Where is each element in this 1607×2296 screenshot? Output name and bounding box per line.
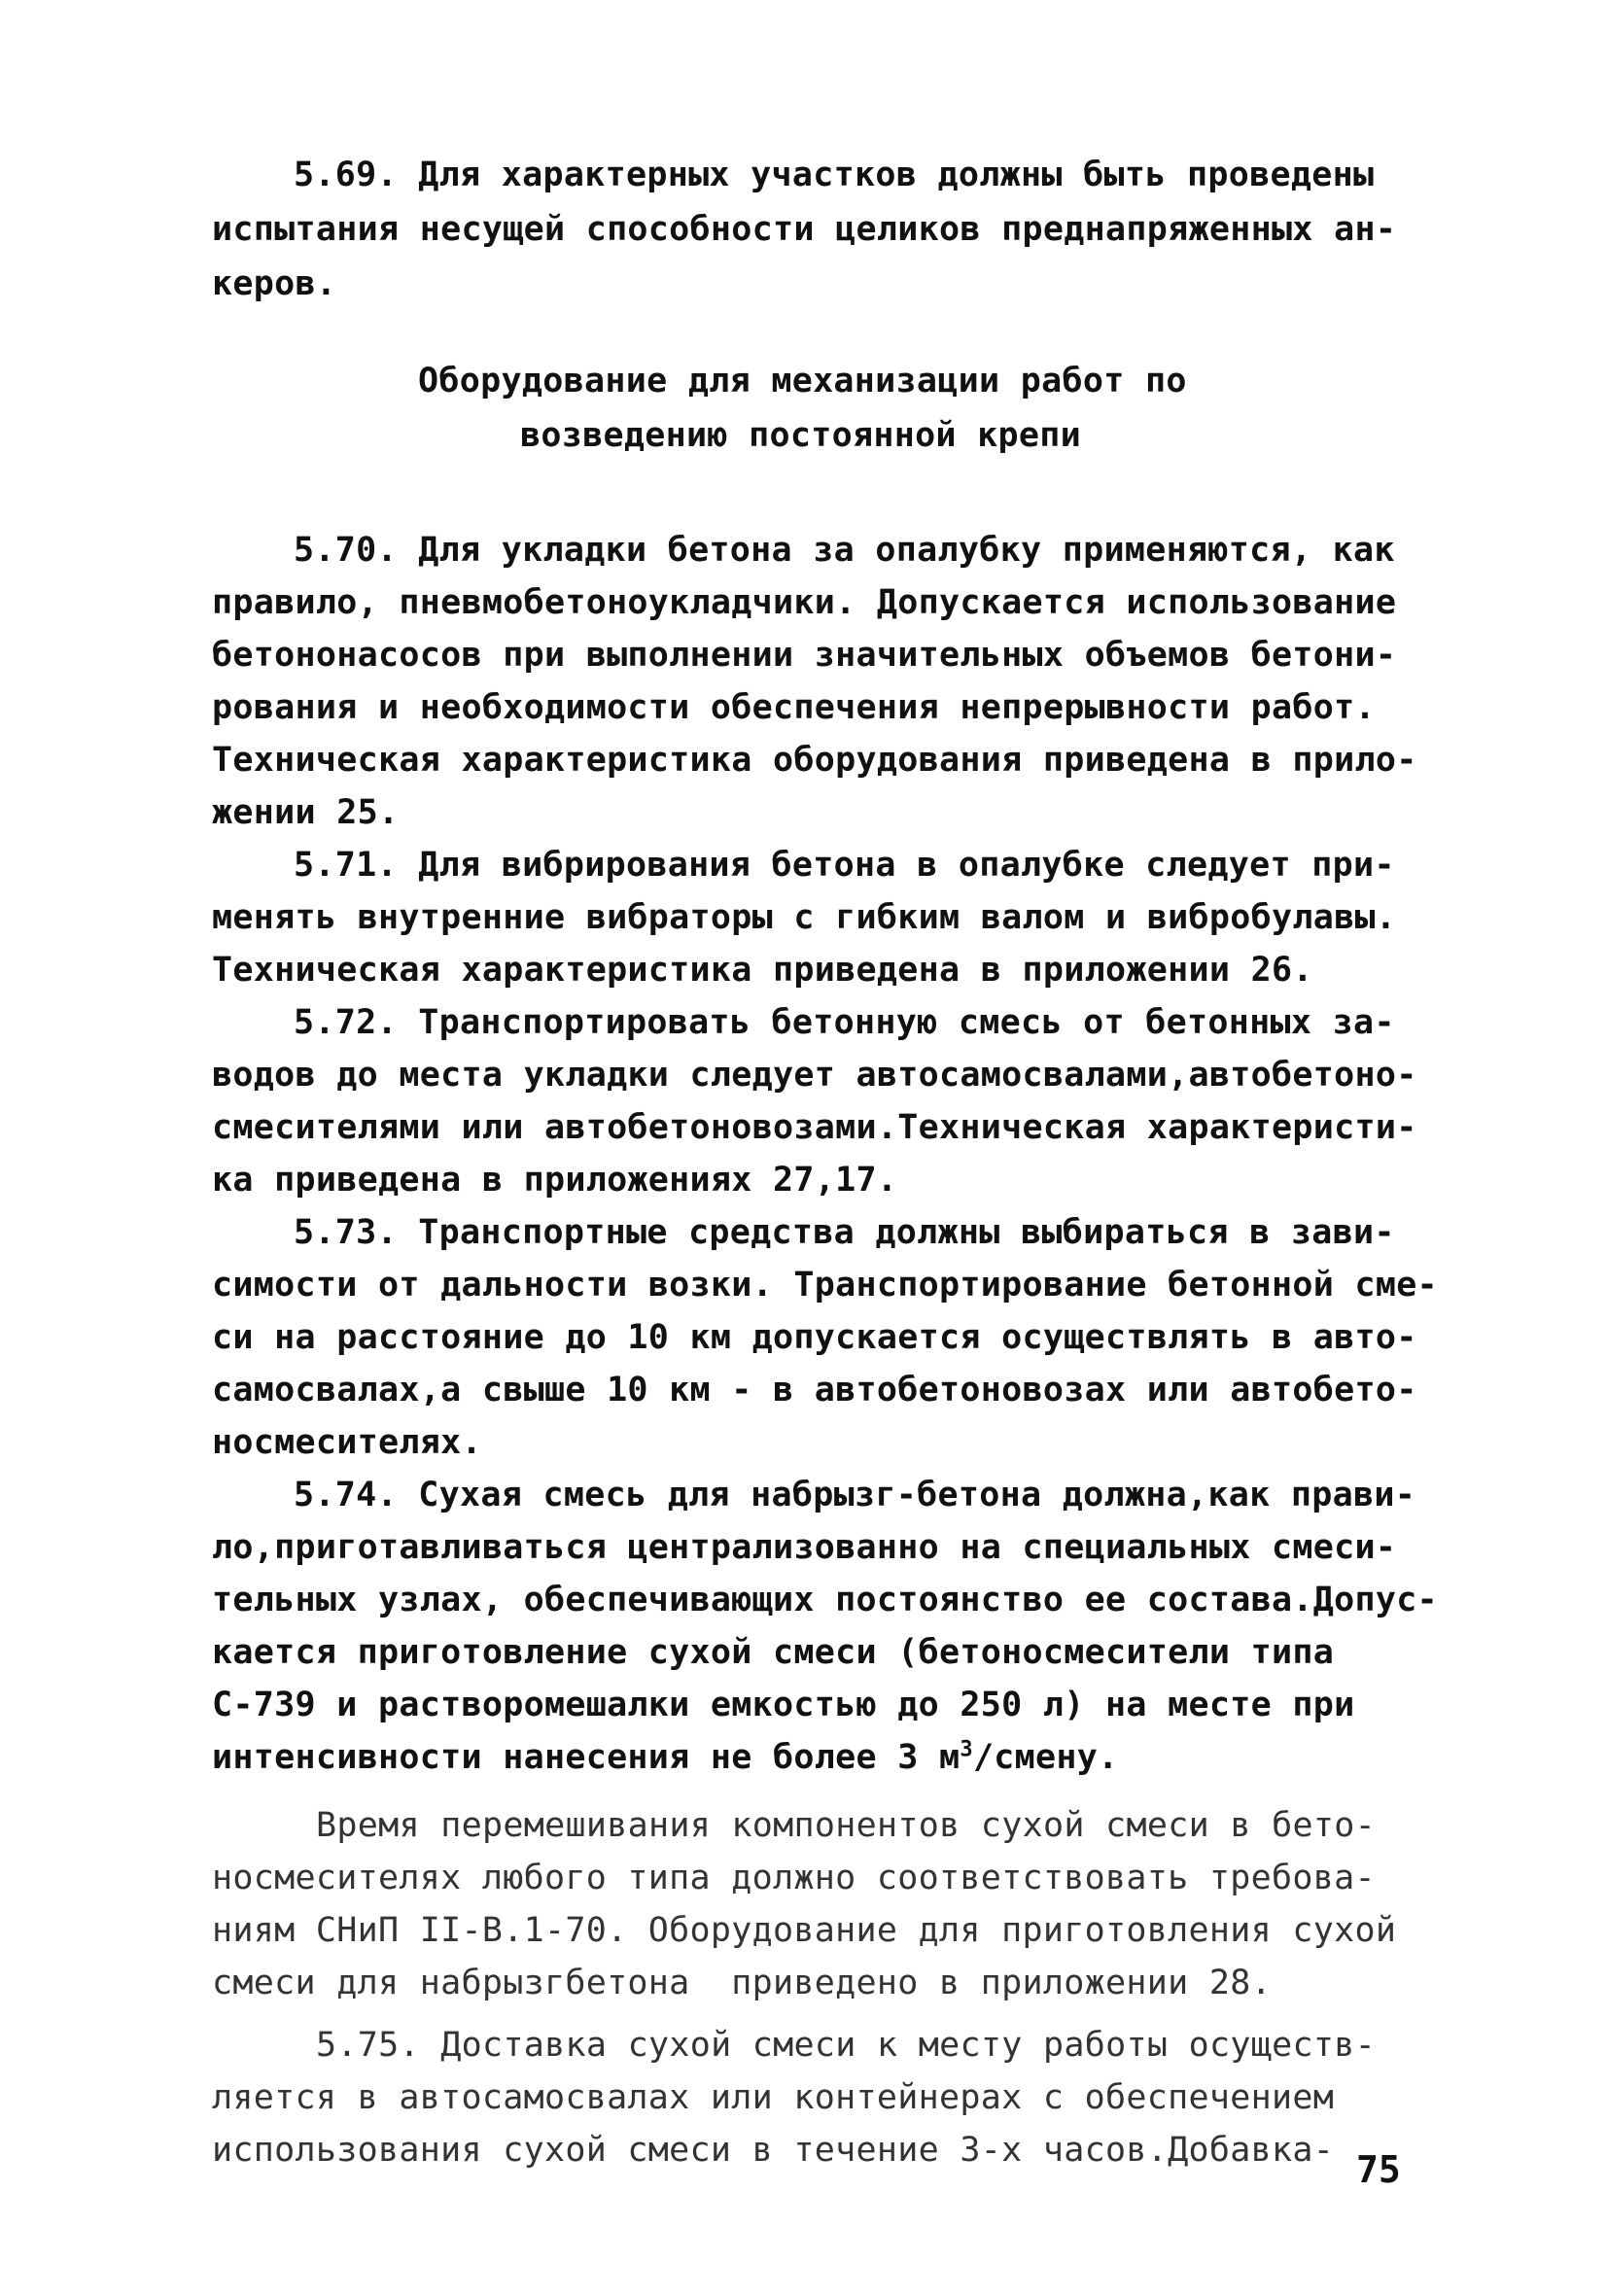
section-573-line-3: си на расстояние до 10 км допускается осуществлять в авто- — [212, 1318, 1417, 1357]
cubic-superscript: 3 — [960, 1737, 973, 1762]
section-574-line-4: кается приготовление сухой смеси (бетоносмесители типа — [212, 1633, 1335, 1672]
section-569-line-1: 5.69. Для характерных участков должны быть проведены — [294, 156, 1375, 194]
section-571-line-2: менять внутренние вибраторы с гибким валом и вибробулавы. — [212, 898, 1397, 937]
section-573-line-5: носмесителях. — [212, 1423, 482, 1462]
mixing-paragraph-line-3: ниям СНиП II-В.1-70. Оборудование для приготовления сухой — [212, 1911, 1397, 1950]
section-574-line-5: С-739 и растворомешалки емкостью до 250 л) на месте при — [212, 1686, 1355, 1724]
section-570-line-5: Техническая характеристика оборудования приведена в прило- — [212, 741, 1417, 780]
section-heading-line-1: Оборудование для механизации работ по — [418, 362, 1187, 400]
section-572-line-2: водов до места укладки следует автосамосвалами,автобетоно- — [212, 1056, 1417, 1095]
mixing-paragraph-line-1: Время перемешивания компонентов сухой смеси в бето- — [316, 1806, 1376, 1845]
mixing-paragraph-line-2: носмесителях любого типа должно соответствовать требова- — [212, 1859, 1376, 1897]
section-574-line-6 — [212, 1738, 1119, 1777]
section-574-line-3: тельных узлах, обеспечивающих постоянство ее состава.Допус- — [212, 1581, 1438, 1619]
section-575-line-2: ляется в автосамосвалах или контейнерах с обеспечением — [212, 2078, 1335, 2117]
section-574-line-1: 5.74. Сухая смесь для набрызг-бетона должна,как прави- — [294, 1476, 1416, 1514]
section-572-line-3: смесителями или автобетоновозами.Техническая характеристи- — [212, 1108, 1417, 1147]
page-number: 75 — [1356, 2148, 1401, 2191]
section-574-line-6-text: интенсивности нанесения не более 3 м — [212, 1738, 961, 1777]
section-570-line-2: правило, пневмобетоноукладчики. Допускается использование — [212, 583, 1397, 622]
section-575-line-3: использования сухой смеси в течение 3-х часов.Добавка- — [212, 2131, 1335, 2170]
section-573-line-2: симости от дальности возки. Транспортирование бетонной сме- — [212, 1266, 1438, 1305]
section-571-line-3: Техническая характеристика приведена в приложении 26. — [212, 951, 1313, 990]
section-569-line-2: испытания несущей способности целиков преднапряженных ан- — [212, 210, 1397, 249]
section-572-line-1: 5.72. Транспортировать бетонную смесь от бетонных за- — [294, 1003, 1395, 1042]
section-570-line-6: жении 25. — [212, 793, 400, 832]
section-571-line-1: 5.71. Для вибрирования бетона в опалубке следует при- — [294, 846, 1395, 885]
section-575-line-1: 5.75. Доставка сухой смеси к месту работы осуществ- — [316, 2026, 1376, 2065]
section-570-line-1: 5.70. Для укладки бетона за опалубку применяются, как — [294, 531, 1395, 570]
section-573-line-4: самосвалах,а свыше 10 км - в автобетоновозах или автобето- — [212, 1371, 1417, 1409]
section-573-line-1: 5.73. Транспортные средства должны выбираться в зави- — [294, 1213, 1395, 1252]
section-574-line-6-tail: /смену. — [972, 1738, 1119, 1777]
section-570-line-4: рования и необходимости обеспечения непрерывности работ. — [212, 688, 1376, 727]
section-570-line-3: бетононасосов при выполнении значительных объемов бетони- — [212, 636, 1397, 675]
section-569-line-3: керов. — [212, 264, 337, 303]
section-574-line-2: ло,приготавливаться централизованно на специальных смеси- — [212, 1528, 1397, 1567]
mixing-paragraph-line-4: смеси для набрызгбетона приведено в приложении 28. — [212, 1964, 1272, 2002]
section-heading-line-2: возведению постоянной крепи — [520, 416, 1082, 455]
section-572-line-4: ка приведена в приложениях 27,17. — [212, 1161, 898, 1200]
